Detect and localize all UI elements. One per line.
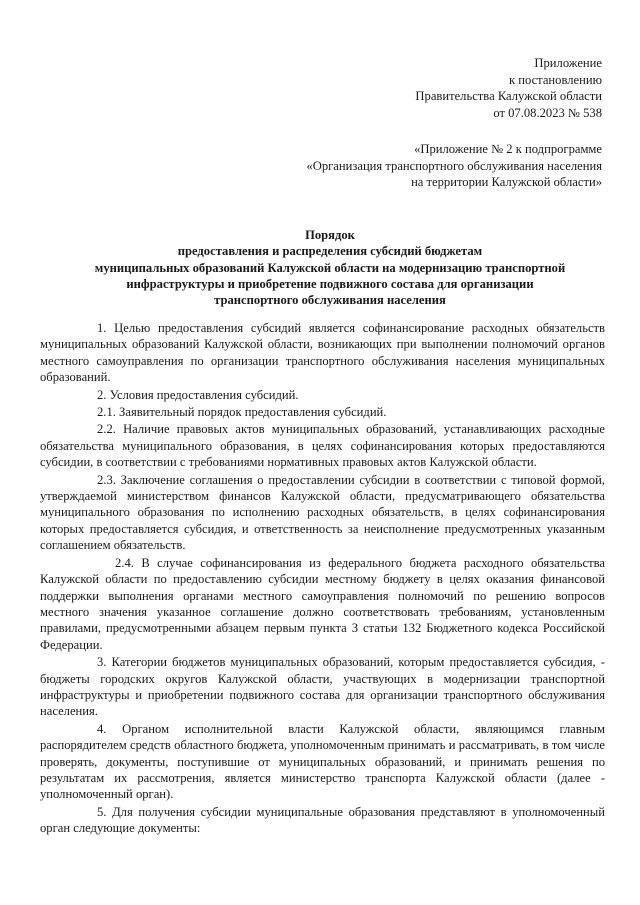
appendix-line: от 07.08.2023 № 538	[493, 105, 602, 120]
paragraph-4: 4. Органом исполнительной власти Калужской области, являющимся главным распорядителем средств областного бюджета, уполномоченным принимать и рассматривать, в том числе проверять, документы, поступившие от муниципальных образований, и принимать решения по результатам их рассмотрения, является министерство транспорта Калужской области (далее - уполномоченный орган).	[40, 721, 605, 802]
appendix-header	[415, 55, 602, 121]
document-title	[40, 227, 620, 308]
appendix-line: Приложение	[534, 56, 602, 70]
paragraph-2-2: 2.2. Наличие правовых актов муниципальных образований, устанавливающих расходные обязательства муниципального образования, в целях софинансирования которых предоставляются субсидии, в соответствии с требованиями нормативных правовых актов Калужской области.	[40, 422, 605, 470]
title-line: инфраструктуры и приобретение подвижного состава для организации	[126, 276, 534, 291]
appendix-line: к постановлению	[508, 72, 602, 87]
paragraph-3: 3. Категории бюджетов муниципальных образований, которым предоставляется субсидия, - бюджеты городских округов Калужской области, участвующих в модернизации транспортной инфраструктуры и приобретении подвижного состава для организации транспортного обслуживания населения.	[40, 655, 605, 719]
paragraph-5: 5. Для получения субсидии муниципальные образования представляют в уполномоченный орган следующие документы:	[40, 804, 605, 836]
paragraph-2-1: 2.1. Заявительный порядок предоставления субсидий.	[97, 405, 387, 420]
subprogram-line: «Организация транспортного обслуживания населения	[306, 158, 602, 173]
subprogram-header	[306, 141, 602, 191]
title-line: Порядок	[305, 228, 355, 242]
title-line: транспортного обслуживания населения	[214, 293, 446, 308]
title-line: муниципальных образований Калужской области на модернизацию транспортной	[94, 260, 566, 275]
subprogram-line: «Приложение № 2 к подпрограмме	[414, 142, 602, 156]
appendix-line: Правительства Калужской области	[415, 89, 602, 103]
paragraph-2: 2. Условия предоставления субсидий.	[97, 387, 299, 402]
subprogram-line: на территории Калужской области»	[411, 175, 602, 189]
paragraph-1: 1. Целью предоставления субсидий является софинансирование расходных обязательств муниципальных образований Калужской области, возникающих при выполнении полномочий органов местного самоуправления по организации транспортного обслуживания населения муниципальных образований.	[40, 321, 605, 385]
paragraph-2-3: 2.3. Заключение соглашения о предоставлении субсидии в соответствии с типовой формой, утверждаемой министерством финансов Калужской области, предусматривающего обязательства муниципального образования по исполнению расходных обязательств, в целях софинансирования которых предоставляется субсидия, и ответственность за неисполнение предусмотренных указанным соглашением обязательств.	[40, 472, 605, 553]
paragraph-2-4: 2.4. В случае софинансирования из федерального бюджета расходного обязательства Калужской области по предоставлению субсидии местному бюджету в целях оказания финансовой поддержки выполнения органами местного самоуправления полномочий по решению вопросов местного значения указанное соглашение должно соответствовать требованиям, установленным правилами, предусмотренными абзацем первым пункта 3 статьи 132 Бюджетного кодекса Российской Федерации.	[40, 555, 605, 652]
title-line: предоставления и распределения субсидий бюджетам	[177, 244, 483, 259]
document-body	[40, 320, 605, 837]
